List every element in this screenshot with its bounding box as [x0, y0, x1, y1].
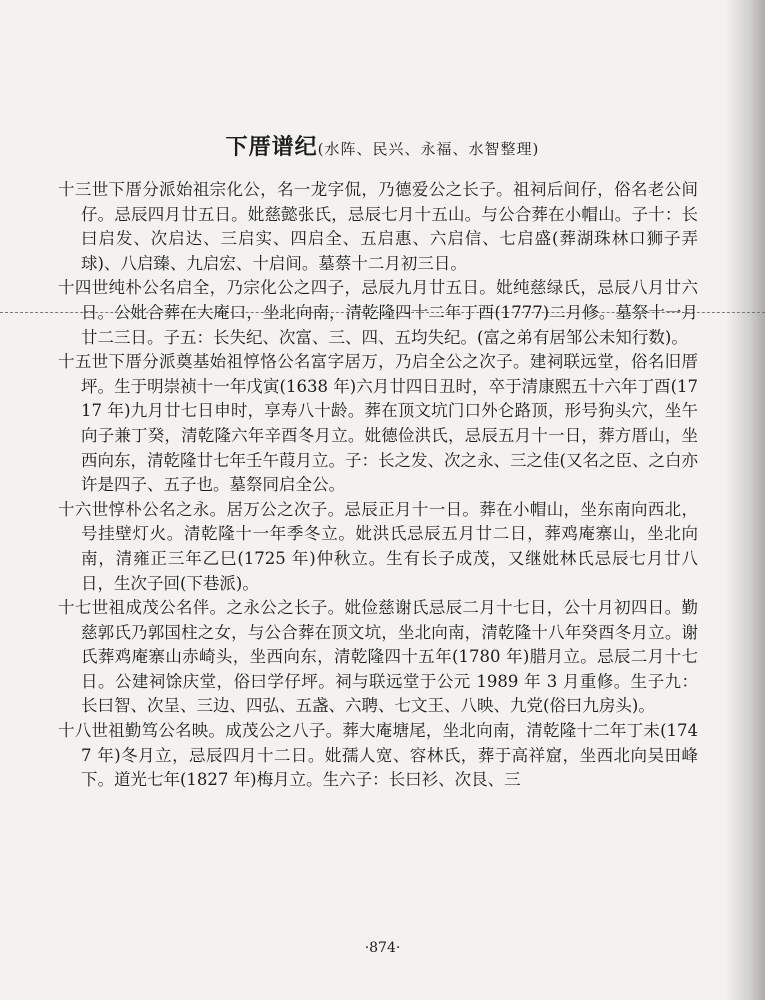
page-title: 下厝谱纪 — [225, 134, 318, 160]
entry-generation-15: 十五世下厝分派奠基始祖惇恪公名富字居万，乃启全公之次子。建祠联远堂，俗名旧厝坪。生于明崇祯十一年戊寅(1638 年)六月廿四日丑时，卒于清康熙五十六年丁酉(1717 年)九月廿七日申时，享寿八十龄。葬在顶文坑门口外仑路顶，形号狗头穴，坐午向子兼丁癸，清乾隆六年辛酉冬月立。妣德俭洪氏，忌辰五月十一日，葬方厝山，坐西向东，清乾隆廿七年壬午葭月立。子：长之发、次之永、三之佳(又名之臣、之白亦许是四子、五子也。墓祭同启全公。 — [58, 352, 698, 495]
page-subtitle: (水阵、民兴、永福、水智整理) — [317, 140, 540, 158]
entry-generation-13: 十三世下厝分派始祖宗化公，名一龙字侃，乃德爱公之长子。祖祠后间仔，俗名老公间仔。忌辰四月廿五日。妣慈懿张氏，忌辰七月十五山。与公合葬在小帽山。子十：长曰启发、次启达、三启实、四启全、五启惠、六启信、七启盛(葬湖珠林口狮子弄球)、八启臻、九启宏、十启间。墓蔡十二月初三日。 — [58, 180, 698, 273]
entry-generation-16: 十六世惇朴公名之永。居万公之次子。忌辰正月十一日。葬在小帽山，坐东南向西北，号挂壁灯火。清乾隆十一年季冬立。妣洪氏忌辰五月廿二日，葬鸡庵寨山，坐北向南，清雍正三年乙巳(1725 年)仲秋立。生有长子成茂，又继妣林氏忌辰七月廿八日，生次子回(下巷派)。 — [58, 499, 698, 593]
entry-generation-14: 十四世纯朴公名启全，乃宗化公之四子，忌辰九月廿五日。妣纯慈绿氏，忌辰八月廿六日。公妣合葬在大庵口，坐北向南，清乾隆四十二年丁酉(1777)二月修。墓祭十一月廿二三日。子五：长失纪、次富、三、四、五均失纪。(富之弟有居邹公未知行数)。 — [58, 278, 698, 347]
page-number: ·874· — [364, 940, 401, 956]
entry-generation-17: 十七世祖成茂公名伴。之永公之长子。妣俭慈谢氏忌辰二月十七日，公十月初四日。勤慈郭氏乃郭国柱之女，与公合葬在顶文坑，坐北向南，清乾隆十八年癸酉冬月立。谢氏葬鸡庵寨山赤崎头，坐西向东，清乾隆四十五年(1780 年)腊月立。忌辰二月十七日。公建祠馀庆堂，俗曰学仔坪。祠与联远堂于公元 1989 年 3 月重修。生子九：长曰智、次呈、三边、四弘、五盏、六聘、七文王、八映、九党(俗曰九房头)。 — [58, 598, 698, 716]
entry-generation-18: 十八世祖勤笃公名映。成茂公之八子。葬大庵塘尾，坐北向南，清乾隆十二年丁未(1747 年)冬月立，忌辰四月十二日。妣孺人宽、容林氏，葬于高祥窟，坐西北向吴田峰下。道光七年(1827 年)梅月立。生六子：长曰衫、次艮、三 — [58, 721, 698, 790]
header — [0, 130, 765, 161]
genealogy-body — [58, 178, 698, 793]
